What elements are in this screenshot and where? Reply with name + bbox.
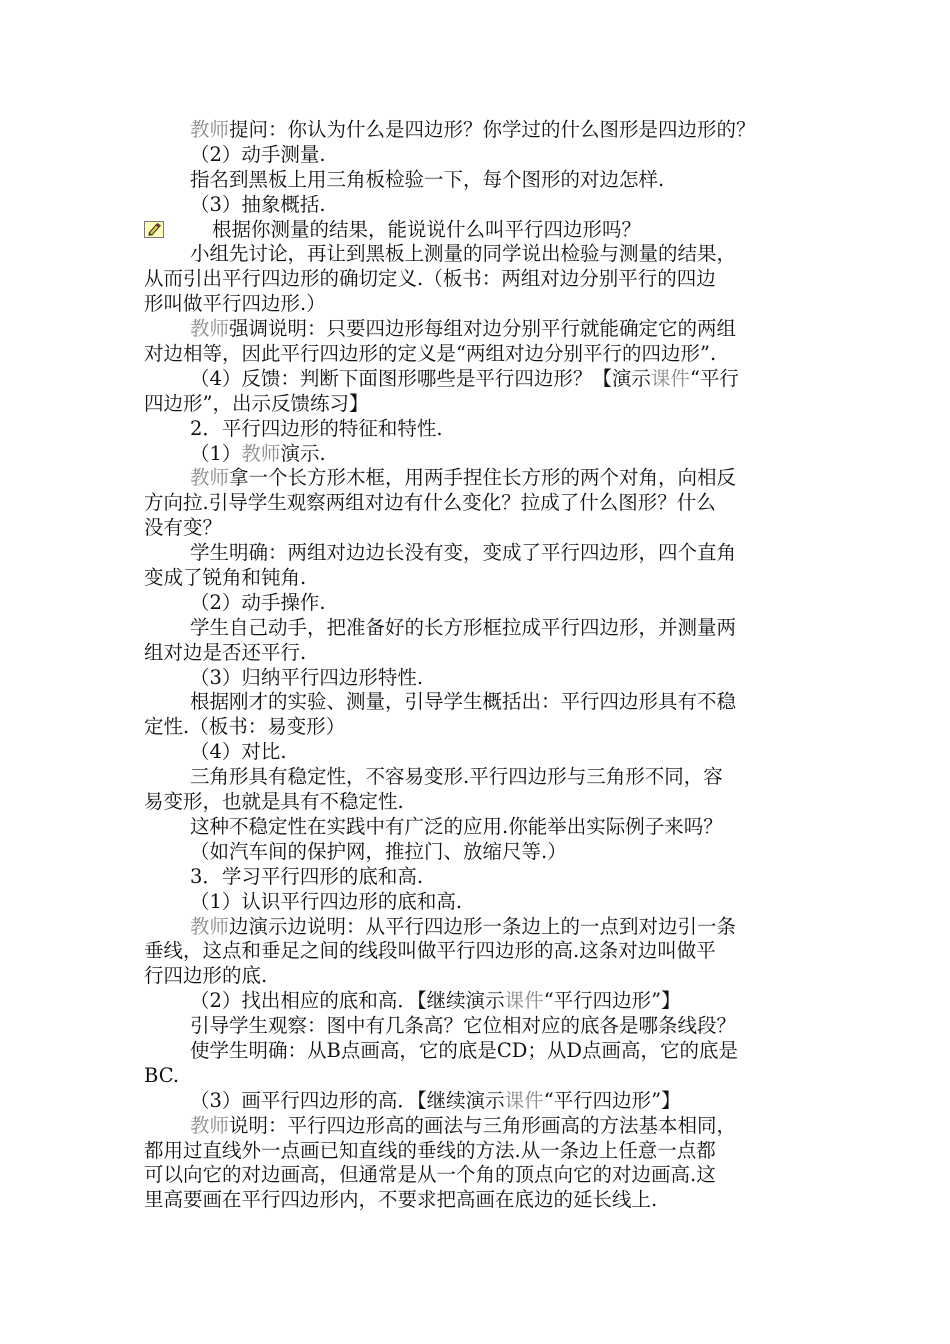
text-line bbox=[144, 417, 816, 442]
text-line bbox=[144, 193, 816, 218]
text-line bbox=[144, 541, 816, 566]
text-segment: 小组先讨论，再让到黑板上测量的同学说出检验与测量的结果， bbox=[190, 242, 737, 266]
text-segment: 从而引出平行四边形的确切定义.（板书：两组对边分别平行的四边 bbox=[144, 267, 716, 291]
text-segment: （3）画平行四边形的高．【继续演示 bbox=[190, 1088, 505, 1112]
text-segment: （如汽车间的保护网，推拉门、放缩尺等.） bbox=[190, 839, 567, 863]
text-segment: （4）对比. bbox=[190, 740, 287, 764]
text-line bbox=[144, 1039, 816, 1064]
text-line bbox=[144, 1089, 816, 1114]
text-segment: 易变形，也就是具有不稳定性. bbox=[144, 790, 404, 814]
text-segment: 可以向它的对边画高，但通常是从一个角的顶点向它的对边画高.这 bbox=[144, 1163, 716, 1187]
text-line bbox=[144, 491, 816, 516]
text-line bbox=[144, 840, 816, 865]
icon-line-text bbox=[144, 218, 641, 241]
text-segment: 行四边形的底. bbox=[144, 964, 268, 988]
text-line bbox=[144, 1188, 816, 1213]
text-segment: （2）动手测量. bbox=[190, 142, 326, 166]
text-segment: （2）动手操作. bbox=[190, 590, 326, 614]
text-segment: “平行四边形”】 bbox=[543, 1088, 681, 1112]
text-segment: BC. bbox=[144, 1063, 180, 1087]
text-segment: 形叫做平行四边形.） bbox=[144, 292, 326, 316]
text-segment: 根据刚才的实验、测量，引导学生概括出：平行四边形具有不稳 bbox=[190, 690, 737, 714]
text-segment: 演示. bbox=[280, 441, 326, 465]
text-segment: 没有变？ bbox=[144, 516, 223, 540]
text-line bbox=[144, 1114, 816, 1139]
text-line bbox=[144, 915, 816, 940]
text-line bbox=[144, 989, 816, 1014]
text-line bbox=[144, 317, 816, 342]
text-line bbox=[144, 118, 816, 143]
gray-term: 教师 bbox=[190, 914, 230, 938]
text-segment: （3）归纳平行四边形特性. bbox=[190, 665, 424, 689]
text-segment: 边演示边说明：从平行四边形一条边上的一点到对边引一条 bbox=[229, 914, 737, 938]
text-segment: 定性.（板书：易变形） bbox=[144, 715, 346, 739]
text-line bbox=[144, 616, 816, 641]
text-segment: （2）找出相应的底和高．【继续演示 bbox=[190, 989, 505, 1013]
text-segment: “平行 bbox=[689, 366, 739, 390]
text-line bbox=[144, 1064, 816, 1089]
text-segment: 引导学生观察：图中有几条高？它位相对应的底各是哪条线段？ bbox=[190, 1014, 737, 1038]
text-segment: 三角形具有稳定性，不容易变形.平行四边形与三角形不同，容 bbox=[190, 765, 723, 789]
text-segment: 强调说明：只要四边形每组对边分别平行就能确定它的两组 bbox=[229, 317, 737, 341]
text-line bbox=[144, 168, 816, 193]
text-segment: 指名到黑板上用三角板检验一下，每个图形的对边怎样. bbox=[190, 167, 665, 191]
text-segment: 使学生明确：从B点画高，它的底是CD；从D点画高，它的底是 bbox=[190, 1038, 739, 1062]
note-pencil-icon bbox=[144, 221, 164, 238]
text-segment: （1）认识平行四边形的底和高. bbox=[190, 889, 463, 913]
text-segment: “平行四边形”】 bbox=[543, 989, 681, 1013]
text-segment: 根据你测量的结果，能说说什么叫平行四边形吗？ bbox=[212, 217, 642, 241]
text-line bbox=[144, 1139, 816, 1164]
text-segment: 2．平行四边形的特征和特性. bbox=[190, 416, 443, 440]
text-segment: 这种不稳定性在实践中有广泛的应用.你能举出实际例子来吗？ bbox=[190, 814, 723, 838]
text-line bbox=[144, 218, 816, 243]
text-line bbox=[144, 292, 816, 317]
text-line bbox=[144, 516, 816, 541]
text-line bbox=[144, 666, 816, 691]
text-line bbox=[144, 964, 816, 989]
text-segment: 学生自己动手，把准备好的长方形框拉成平行四边形，并测量两 bbox=[190, 615, 737, 639]
text-line bbox=[144, 740, 816, 765]
text-line bbox=[144, 690, 816, 715]
text-segment: 方向拉.引导学生观察两组对边有什么变化？拉成了什么图形？什么 bbox=[144, 491, 716, 515]
text-line bbox=[144, 566, 816, 591]
gray-term: 课件 bbox=[504, 1088, 544, 1112]
text-line bbox=[144, 143, 816, 168]
text-line bbox=[144, 865, 816, 890]
text-line bbox=[144, 442, 816, 467]
text-line bbox=[144, 242, 816, 267]
text-segment: 拿一个长方形木框，用两手捏住长方形的两个对角，向相反 bbox=[229, 466, 737, 490]
gray-term: 课件 bbox=[650, 366, 690, 390]
text-line bbox=[144, 641, 816, 666]
gray-term: 教师 bbox=[241, 441, 281, 465]
text-line bbox=[144, 790, 816, 815]
document-body bbox=[144, 118, 816, 1213]
gray-term: 教师 bbox=[190, 1113, 230, 1137]
text-segment: （1） bbox=[190, 441, 242, 465]
gray-term: 教师 bbox=[190, 118, 230, 141]
gray-term: 教师 bbox=[190, 317, 230, 341]
text-segment: 都用过直线外一点画已知直线的垂线的方法.从一条边上任意一点都 bbox=[144, 1138, 716, 1162]
text-line bbox=[144, 342, 816, 367]
text-line bbox=[144, 392, 816, 417]
text-segment: 垂线，这点和垂足之间的线段叫做平行四边形的高.这条对边叫做平 bbox=[144, 939, 716, 963]
text-line bbox=[144, 765, 816, 790]
text-line bbox=[144, 890, 816, 915]
text-segment: 学生明确：两组对边边长没有变，变成了平行四边形，四个直角 bbox=[190, 541, 737, 565]
text-line bbox=[144, 815, 816, 840]
text-segment: 说明：平行四边形高的画法与三角形画高的方法基本相同， bbox=[229, 1113, 737, 1137]
text-line bbox=[144, 466, 816, 491]
text-segment: 提问：你认为什么是四边形？你学过的什么图形是四边形的？ bbox=[229, 118, 756, 141]
gray-term: 教师 bbox=[190, 466, 230, 490]
text-line bbox=[144, 939, 816, 964]
text-segment: 四边形”，出示反馈练习】 bbox=[144, 391, 369, 415]
text-segment: 3．学习平行四形的底和高. bbox=[190, 864, 424, 888]
text-segment: 对边相等，因此平行四边形的定义是“两组对边分别平行的四边形”. bbox=[144, 342, 717, 366]
text-segment: （3）抽象概括. bbox=[190, 192, 326, 216]
text-segment: 里高要画在平行四边形内，不要求把高画在底边的延长线上. bbox=[144, 1188, 658, 1212]
text-segment: 组对边是否还平行. bbox=[144, 640, 307, 664]
text-segment: （4）反馈：判断下面图形哪些是平行四边形？【演示 bbox=[190, 366, 651, 390]
text-line bbox=[144, 367, 816, 392]
gray-term: 课件 bbox=[504, 989, 544, 1013]
text-line bbox=[144, 1014, 816, 1039]
text-line bbox=[144, 591, 816, 616]
text-segment: 变成了锐角和钝角. bbox=[144, 566, 307, 590]
text-line bbox=[144, 715, 816, 740]
text-line bbox=[144, 1163, 816, 1188]
text-line bbox=[144, 267, 816, 292]
